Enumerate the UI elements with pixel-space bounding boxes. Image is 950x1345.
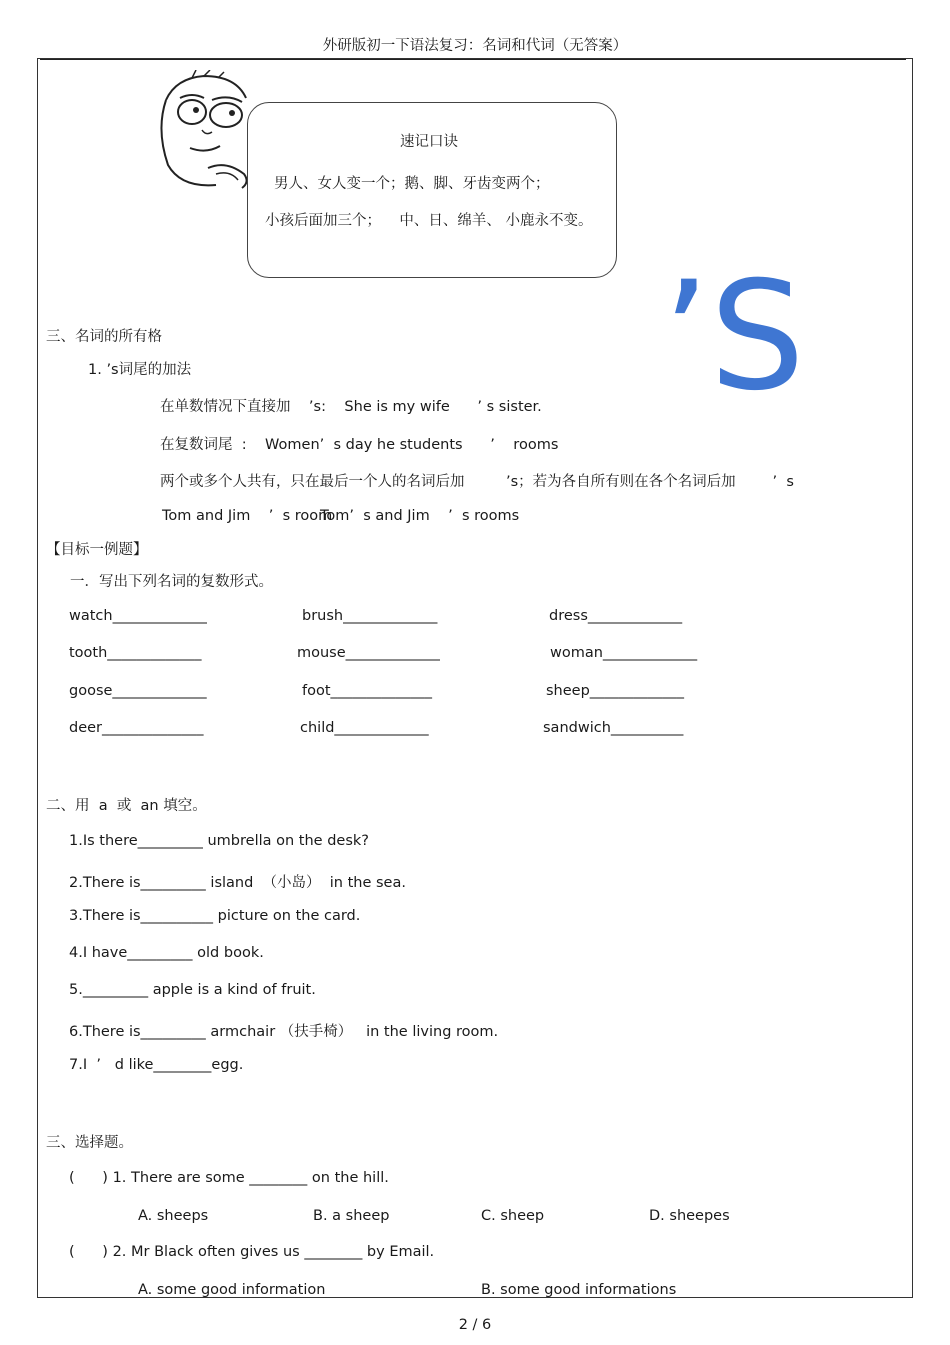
question-stem[interactable]: ( ) 1. There are some ________ on the hill. (69, 1170, 389, 1186)
fill-item[interactable]: 7.I ’ d like________egg. (69, 1057, 244, 1073)
word-blank[interactable]: watch_____________ (69, 608, 207, 624)
word-blank[interactable]: goose_____________ (69, 683, 207, 699)
subheading-s-suffix: 1. ’s词尾的加法 (88, 362, 192, 378)
option-b[interactable]: B. a sheep (313, 1208, 390, 1224)
part1-heading: 一．写出下列名词的复数形式。 (70, 574, 273, 590)
fill-item[interactable]: 4.I have_________ old book. (69, 945, 264, 961)
word-blank[interactable]: deer______________ (69, 720, 204, 736)
possessive-s-graphic: ’S (662, 250, 805, 424)
word-blank[interactable]: mouse_____________ (297, 645, 440, 661)
option-a[interactable]: A. some good information (138, 1282, 326, 1298)
option-b[interactable]: B. some good informations (481, 1282, 677, 1298)
fill-item[interactable]: 5._________ apple is a kind of fruit. (69, 982, 316, 998)
mnemonic-line-1: 男人、女人变一个；鹅、脚、牙齿变两个； (274, 176, 550, 192)
fill-item[interactable]: 6.There is_________ armchair （扶手椅） in the living room. (69, 1024, 499, 1040)
rule-example-separate: Tom’ s and Jim ’ s rooms (320, 508, 520, 524)
word-blank[interactable]: woman_____________ (550, 645, 698, 661)
rule-shared: 两个或多个人共有，只在最后一个人的名词后加 ’s；若为各自所有则在各个名词后加 ’ s (160, 474, 794, 490)
section-heading-possessive: 三、名词的所有格 (46, 329, 162, 345)
part3-heading: 三、选择题。 (46, 1135, 133, 1151)
fill-item[interactable]: 2.There is_________ island （小岛） in the sea. (69, 875, 406, 891)
word-blank[interactable]: sandwich__________ (543, 720, 684, 736)
word-blank[interactable]: tooth_____________ (69, 645, 202, 661)
target-label: 【目标一例题】 (46, 542, 148, 558)
word-blank[interactable]: child_____________ (300, 720, 429, 736)
thinking-face-icon (146, 70, 256, 190)
mnemonic-title: 速记口诀 (400, 134, 458, 150)
word-blank[interactable]: brush_____________ (302, 608, 438, 624)
fill-item[interactable]: 1.Is there_________ umbrella on the desk? (69, 833, 369, 849)
rule-plural: 在复数词尾 : Women’ s day he students ’ rooms (160, 437, 559, 453)
word-blank[interactable]: sheep_____________ (546, 683, 685, 699)
option-d[interactable]: D. sheepes (649, 1208, 730, 1224)
page-header-title: 外研版初一下语法复习：名词和代词（无答案） (322, 38, 628, 54)
rule-example-shared: Tom and Jim ’ s room (162, 508, 333, 524)
option-a[interactable]: A. sheeps (138, 1208, 209, 1224)
question-stem[interactable]: ( ) 2. Mr Black often gives us ________ by Email. (69, 1244, 435, 1260)
rule-singular: 在单数情况下直接加 ’s: She is my wife ’ s sister. (160, 399, 542, 415)
part2-heading: 二、用 a 或 an 填空。 (46, 798, 207, 814)
word-blank[interactable]: dress_____________ (549, 608, 683, 624)
option-c[interactable]: C. sheep (481, 1208, 545, 1224)
word-blank[interactable]: foot______________ (302, 683, 433, 699)
page-number: 2 / 6 (458, 1317, 492, 1333)
fill-item[interactable]: 3.There is__________ picture on the card. (69, 908, 361, 924)
mnemonic-line-2: 小孩后面加三个； 中、日、绵羊、 小鹿永不变。 (265, 213, 593, 229)
